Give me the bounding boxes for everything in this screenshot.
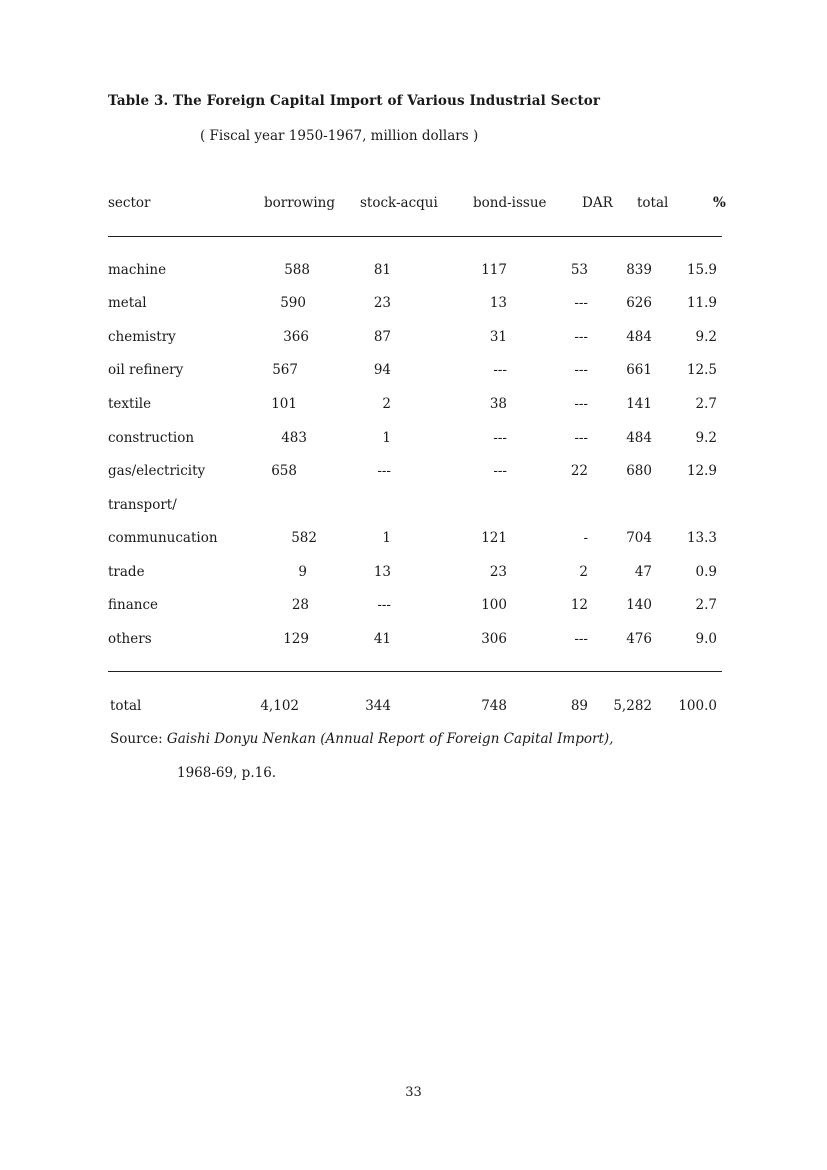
cell-borrowing: 129 <box>283 631 309 647</box>
cell-borrowing: 101 <box>271 396 297 412</box>
cell-dar: 53 <box>570 262 588 278</box>
cell-total: 626 <box>626 295 652 311</box>
table-subtitle: ( Fiscal year 1950-1967, million dollars ) <box>200 128 479 144</box>
cell-borrowing: 590 <box>280 295 306 311</box>
cell-dar: 22 <box>570 463 588 479</box>
cell-sector: finance <box>108 597 158 613</box>
cell-dar: --- <box>574 329 588 345</box>
page-number: 33 <box>405 1085 422 1100</box>
cell-percent: 0.9 <box>695 564 717 580</box>
cell-dar: --- <box>574 396 588 412</box>
cell-sector: gas/electricity <box>108 463 206 479</box>
total-row <box>0 698 827 720</box>
cell-stock: 1 <box>382 430 391 446</box>
cell-percent: 12.5 <box>686 362 717 378</box>
cell-total: 680 <box>626 463 652 479</box>
cell-borrowing: 588 <box>284 262 310 278</box>
cell-stock: 23 <box>373 295 391 311</box>
cell-dar: --- <box>574 631 588 647</box>
table-row <box>0 329 827 351</box>
table-row <box>0 396 827 418</box>
header-rule <box>108 236 722 237</box>
header-borrowing: borrowing <box>264 195 336 211</box>
cell-bond: --- <box>493 362 507 378</box>
header-stock-acquisition: stock-acqui <box>360 195 438 211</box>
cell-sector: textile <box>108 396 152 412</box>
cell-dar: - <box>583 530 588 546</box>
cell-dar: --- <box>574 362 588 378</box>
cell-bond: 23 <box>489 564 507 580</box>
header-sector: sector <box>108 195 151 211</box>
table-row <box>0 530 827 552</box>
cell-bond: 121 <box>481 530 507 546</box>
cell-borrowing: 483 <box>281 430 307 446</box>
cell-bond: --- <box>493 430 507 446</box>
table-row <box>0 631 827 653</box>
cell-percent: 9.0 <box>695 631 717 647</box>
cell-total: 140 <box>626 597 652 613</box>
header-total: total <box>637 195 669 211</box>
total-borrowing: 4,102 <box>260 698 299 714</box>
header-percent: % <box>713 195 726 211</box>
cell-percent: 15.9 <box>686 262 717 278</box>
cell-stock: 94 <box>373 362 391 378</box>
cell-stock: 81 <box>373 262 391 278</box>
source-citation: Gaishi Donyu Nenkan (Annual Report of Foreign Capital Import), <box>166 731 614 747</box>
cell-sector: communucation <box>108 530 218 546</box>
table-row <box>0 497 827 519</box>
cell-sector: construction <box>108 430 195 446</box>
cell-stock: 1 <box>382 530 391 546</box>
cell-sector: trade <box>108 564 145 580</box>
cell-borrowing: 28 <box>291 597 309 613</box>
cell-bond: --- <box>493 463 507 479</box>
cell-dar: --- <box>574 295 588 311</box>
cell-borrowing: 582 <box>291 530 317 546</box>
cell-bond: 13 <box>489 295 507 311</box>
cell-sector: chemistry <box>108 329 176 345</box>
header-bond-issue: bond-issue <box>473 195 547 211</box>
table-row <box>0 262 827 284</box>
source-note <box>110 731 613 747</box>
cell-dar: 12 <box>570 597 588 613</box>
table-row <box>0 295 827 317</box>
cell-sector: machine <box>108 262 167 278</box>
cell-borrowing: 658 <box>271 463 297 479</box>
total-rule <box>108 671 722 672</box>
cell-total: 839 <box>626 262 652 278</box>
cell-total: 141 <box>626 396 652 412</box>
cell-total: 484 <box>626 430 652 446</box>
cell-percent: 2.7 <box>695 597 717 613</box>
cell-sector: transport/ <box>108 497 177 513</box>
table-row <box>0 463 827 485</box>
cell-stock: 2 <box>382 396 391 412</box>
total-percent: 100.0 <box>678 698 717 714</box>
cell-percent: 2.7 <box>695 396 717 412</box>
cell-bond: 117 <box>481 262 507 278</box>
table-row <box>0 430 827 452</box>
cell-percent: 13.3 <box>686 530 717 546</box>
cell-borrowing: 366 <box>283 329 309 345</box>
table-row <box>0 362 827 384</box>
cell-bond: 31 <box>489 329 507 345</box>
cell-total: 484 <box>626 329 652 345</box>
total-dar: 89 <box>570 698 588 714</box>
table-header-row <box>0 195 827 217</box>
cell-stock: 41 <box>373 631 391 647</box>
table-row <box>0 597 827 619</box>
total-total: 5,282 <box>613 698 652 714</box>
total-stock: 344 <box>365 698 391 714</box>
cell-bond: 100 <box>481 597 507 613</box>
cell-sector: metal <box>108 295 147 311</box>
header-dar: DAR <box>582 195 613 211</box>
total-sector: total <box>110 698 142 714</box>
cell-total: 704 <box>626 530 652 546</box>
table-title: Table 3. The Foreign Capital Import of Various Industrial Sector <box>108 93 601 109</box>
cell-bond: 306 <box>481 631 507 647</box>
cell-stock: 87 <box>373 329 391 345</box>
cell-total: 661 <box>626 362 652 378</box>
cell-sector: others <box>108 631 152 647</box>
cell-percent: 11.9 <box>686 295 717 311</box>
cell-bond: 38 <box>489 396 507 412</box>
cell-percent: 9.2 <box>695 430 717 446</box>
cell-stock: --- <box>377 597 391 613</box>
cell-sector: oil refinery <box>108 362 184 378</box>
cell-stock: 13 <box>373 564 391 580</box>
total-bond: 748 <box>481 698 507 714</box>
cell-stock: --- <box>377 463 391 479</box>
source-label: Source: <box>110 731 163 747</box>
cell-borrowing: 9 <box>298 564 307 580</box>
cell-total: 47 <box>634 564 652 580</box>
source-detail: 1968-69, p.16. <box>177 765 277 781</box>
table-row <box>0 564 827 586</box>
cell-percent: 9.2 <box>695 329 717 345</box>
cell-dar: 2 <box>579 564 588 580</box>
cell-borrowing: 567 <box>272 362 298 378</box>
cell-total: 476 <box>626 631 652 647</box>
cell-dar: --- <box>574 430 588 446</box>
cell-percent: 12.9 <box>686 463 717 479</box>
